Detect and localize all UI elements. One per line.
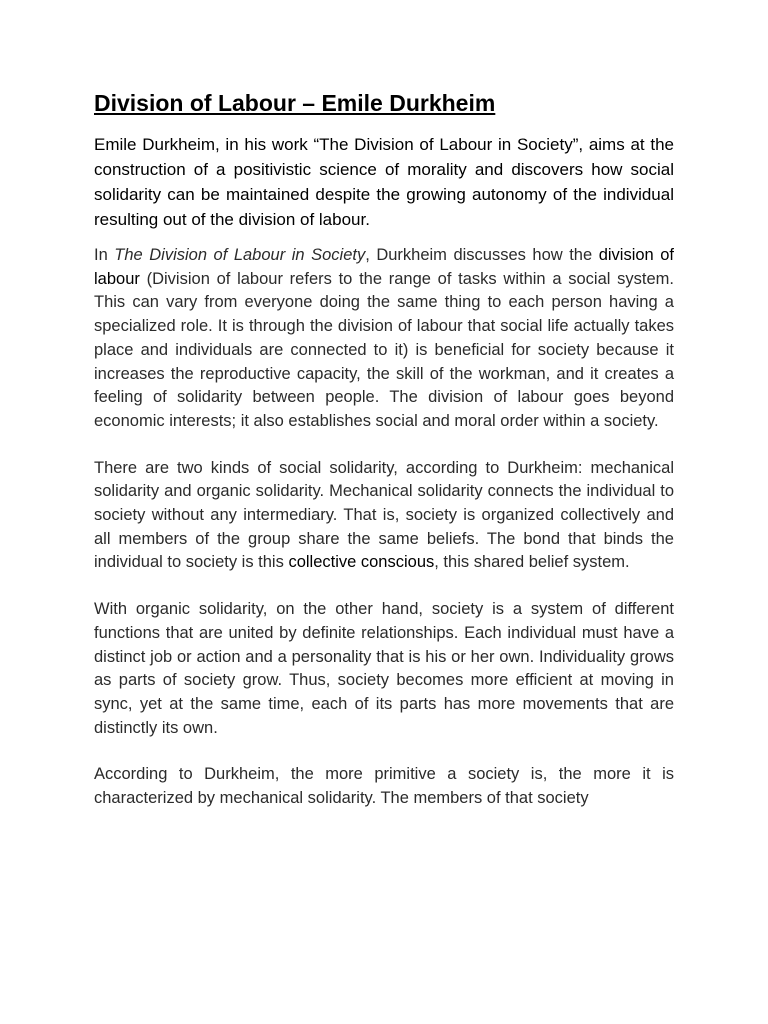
paragraph-primitive-society: According to Durkheim, the more primitive a society is, the more it is characterized by mechanical solidarity. The members of that society bbox=[94, 765, 674, 808]
paragraph-solidarity-kinds bbox=[94, 457, 674, 576]
p1-lead: In bbox=[94, 246, 115, 264]
paragraph-organic-solidarity: With organic solidarity, on the other hand, society is a system of different functions that are united by definite relationships. Each individual must have a distinct job or action and a personality that is his or her own. Individuality grows as parts of society grow. Thus, society becomes more efficient at moving in sync, yet at the same time, each of its parts has more movements that are distinctly its own. bbox=[94, 600, 674, 737]
paragraph-division-of-labour bbox=[94, 244, 674, 434]
book-title: The Division of Labour in Society bbox=[114, 246, 366, 264]
p1-after-title: , Durkheim discusses how the bbox=[365, 246, 599, 264]
document-page bbox=[94, 88, 674, 834]
p2-lead: There are two kinds of social solidarity, according to Durkheim: mechanical solidarity and organic solidarity. Mechanical solidarity connects the individual to society without any intermediary. That is, society is organized collectively and all members of the group share the same beliefs. The bond that binds the individual to society is this bbox=[94, 458, 674, 572]
document-title: Division of Labour – Emile Durkheim bbox=[94, 90, 496, 116]
intro-paragraph: Emile Durkheim, in his work “The Division of Labour in Society”, aims at the construction of a positivistic science of morality and discovers how social solidarity can be maintained despite the growing autonomy of the individual resulting out of the division of labour. bbox=[94, 135, 674, 229]
p2-rest: , this shared belief system. bbox=[434, 553, 630, 572]
division-of-labour-link[interactable]: division of labour bbox=[94, 246, 674, 288]
collective-conscious-link[interactable]: collective conscious bbox=[288, 553, 435, 572]
p1-rest: (Division of labour refers to the range of tasks within a social system. This can vary from everyone doing the same thing to each person having a specialized role. It is through the division of labour that social life actually takes place and individuals are connected to it) is beneficial for society because it increases the reproductive capacity, the skill of the workman, and it creates a feeling of solidarity between people. The division of labour goes beyond economic interests; it also establishes social and moral order within a society. bbox=[94, 269, 674, 430]
